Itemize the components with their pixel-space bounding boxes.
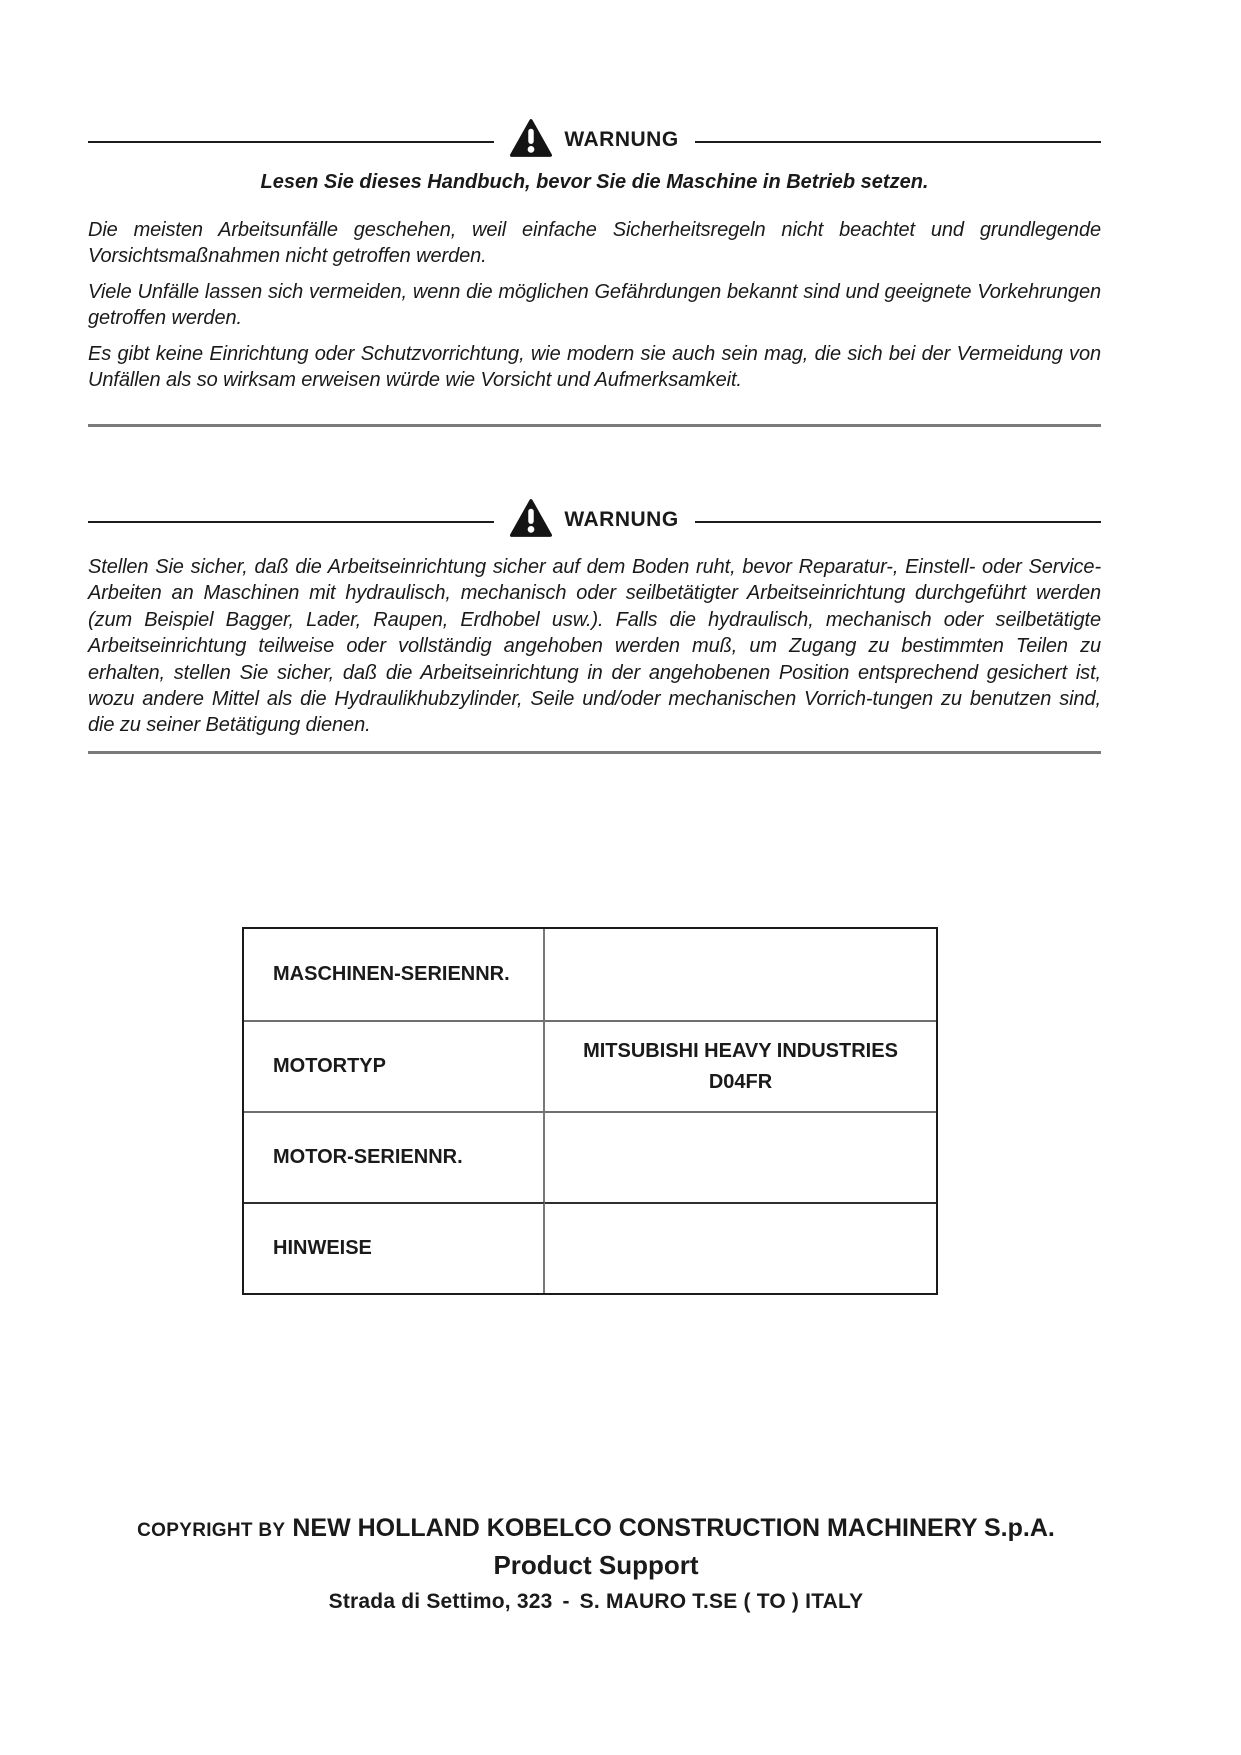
company-name: NEW HOLLAND KOBELCO CONSTRUCTION MACHINERY S.p.A. <box>292 1514 1055 1542</box>
header-rule-right <box>695 141 1101 143</box>
warning-paragraph: Es gibt keine Einrichtung oder Schutzvorrichtung, wie modern sie auch sein mag, die sich bei der Vermeidung von Unfällen als so wirksam erweisen würde wie Vorsicht und Aufmerksamkeit. <box>88 342 1101 391</box>
serial-number-table <box>242 927 938 1295</box>
warning-block-1 <box>88 118 1101 427</box>
address-separator: - <box>562 1590 570 1613</box>
copyright-line <box>0 1514 1192 1543</box>
table-label-text: MOTORTYP <box>273 1055 386 1077</box>
warning-triangle-icon <box>510 498 552 538</box>
header-rule-left <box>88 521 494 523</box>
warning-header <box>88 118 1101 168</box>
copyright-prefix: COPYRIGHT BY <box>137 1520 286 1541</box>
table-value-engine-type <box>545 1020 936 1111</box>
table-value-machine-serial <box>545 929 936 1020</box>
warning-paragraph: Die meisten Arbeitsunfälle geschehen, weil einfache Sicherheitsregeln nicht beachtet und grundlegende Vorsichtsmaßnahmen nicht getroffen werden. <box>88 219 1101 268</box>
table-label-engine-type <box>244 1020 545 1111</box>
warning-triangle-icon <box>510 118 552 158</box>
address-street: Strada di Settimo, 323 <box>328 1590 553 1613</box>
header-rule-left <box>88 141 494 143</box>
engine-maker-text: MITSUBISHI HEAVY INDUSTRIES <box>583 1039 898 1062</box>
block-end-rule <box>88 751 1101 754</box>
engine-model-text: D04FR <box>708 1070 773 1093</box>
warning-paragraph: Viele Unfälle lassen sich vermeiden, wenn die möglichen Gefährdungen bekannt sind und geeignete Vorkehrungen getroffen werden. <box>88 280 1101 330</box>
table-label-text: HINWEISE <box>273 1237 372 1259</box>
copyright-footer <box>0 1514 1192 1614</box>
warning-title: WARNUNG <box>564 128 679 151</box>
header-rule-right <box>695 521 1101 523</box>
table-label-engine-serial <box>244 1111 545 1202</box>
table-value-engine-serial <box>545 1111 936 1202</box>
warning-subtitle: Lesen Sie dieses Handbuch, bevor Sie die Maschine in Betrieb setzen. <box>260 171 929 193</box>
warning-title: WARNUNG <box>564 508 679 531</box>
table-value-remarks <box>545 1202 936 1293</box>
table-label-machine-serial <box>244 929 545 1020</box>
warning-paragraph: Stellen Sie sicher, daß die Arbeitseinrichtung sicher auf dem Boden ruht, bevor Reparatur-, Einstell- oder Service-Arbeiten an Maschinen mit hydraulisch, mechanisch oder seilbetätigter Arbeitseinrichtung durchgeführt werden (zum Beispiel Bagger, Lader, Raupen, Erdhobel usw.). Falls die hydraulisch, mechanisch oder seilbetätigte Arbeitseinrichtung teilweise oder vollständig angehoben werden muß, um Zugang zu bestimmten Teilen zu erhalten, stellen Sie sicher, daß die Arbeitseinrichtung in der angehobenen Position entsprechend gesichert ist, wozu andere Mittel als die Hydraulikhubzylinder, Seile und/oder mechanischen Vorrich-tungen zu benutzen sind, die zu seiner Betätigung dienen. <box>88 556 1101 737</box>
block-end-rule <box>88 424 1101 427</box>
address-city: S. MAURO T.SE ( TO ) ITALY <box>579 1590 864 1613</box>
address-line <box>0 1590 1192 1614</box>
department-line: Product Support <box>493 1550 699 1580</box>
warning-header <box>88 498 1101 548</box>
table-label-remarks <box>244 1202 545 1293</box>
table-label-text: MASCHINEN-SERIENNR. <box>273 963 510 985</box>
table-label-text: MOTOR-SERIENNR. <box>273 1146 463 1168</box>
warning-block-2 <box>88 498 1101 754</box>
